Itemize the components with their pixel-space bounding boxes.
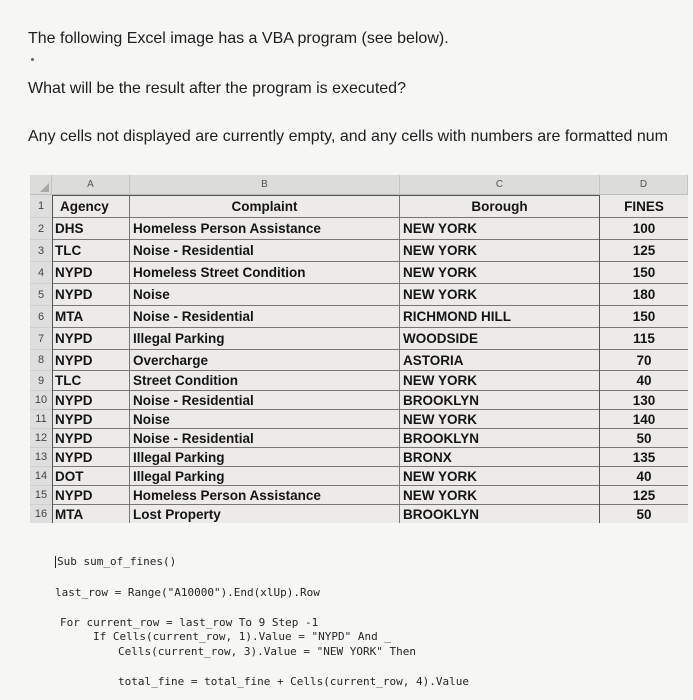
cell-borough: BRONX bbox=[400, 448, 600, 467]
code-line bbox=[55, 555, 176, 568]
cell-agency: NYPD bbox=[52, 486, 130, 505]
row-number: 11 bbox=[30, 410, 52, 429]
code-text: Sub sum_of_fines() bbox=[57, 555, 177, 568]
cell-complaint: Homeless Street Condition bbox=[130, 262, 400, 284]
cell-fines: 100 bbox=[600, 218, 688, 240]
cell-borough: BROOKLYN bbox=[400, 505, 600, 523]
code-text: If Cells(current_row, 1).Value = "NYPD" And _ bbox=[93, 630, 392, 643]
cell-complaint: Noise - Residential bbox=[130, 306, 400, 328]
row-number: 3 bbox=[30, 240, 52, 262]
cell-borough: RICHMOND HILL bbox=[400, 306, 600, 328]
cell-agency: NYPD bbox=[52, 284, 130, 306]
cell-borough: NEW YORK bbox=[400, 371, 600, 391]
cell-fines: 180 bbox=[600, 284, 688, 306]
row-number: 2 bbox=[30, 218, 52, 240]
header-cell-agency: Agency bbox=[52, 195, 130, 218]
cell-agency: NYPD bbox=[52, 429, 130, 448]
column-header-b: B bbox=[130, 175, 400, 195]
code-text: For current_row = last_row To 9 Step -1 bbox=[60, 616, 319, 629]
cell-borough: NEW YORK bbox=[400, 486, 600, 505]
cell-complaint: Lost Property bbox=[130, 505, 400, 523]
question-line-2: What will be the result after the program is executed? bbox=[28, 80, 406, 97]
cell-complaint: Noise bbox=[130, 410, 400, 429]
cell-fines: 150 bbox=[600, 306, 688, 328]
cell-agency: TLC bbox=[52, 371, 130, 391]
cell-fines: 115 bbox=[600, 328, 688, 350]
column-header-c: C bbox=[400, 175, 600, 195]
cell-borough: NEW YORK bbox=[400, 410, 600, 429]
cell-complaint: Street Condition bbox=[130, 371, 400, 391]
cell-complaint: Homeless Person Assistance bbox=[130, 486, 400, 505]
cell-complaint: Illegal Parking bbox=[130, 448, 400, 467]
cell-borough: NEW YORK bbox=[400, 284, 600, 306]
row-number: 5 bbox=[30, 284, 52, 306]
row-number: 10 bbox=[30, 391, 52, 410]
cell-borough: BROOKLYN bbox=[400, 391, 600, 410]
row-number: 4 bbox=[30, 262, 52, 284]
cell-agency: NYPD bbox=[52, 328, 130, 350]
row-number: 13 bbox=[30, 448, 52, 467]
cell-agency: NYPD bbox=[52, 350, 130, 371]
cell-borough: NEW YORK bbox=[400, 240, 600, 262]
cell-fines: 50 bbox=[600, 429, 688, 448]
row-number: 8 bbox=[30, 350, 52, 371]
cell-borough: WOODSIDE bbox=[400, 328, 600, 350]
code-line bbox=[118, 645, 416, 658]
text-cursor-icon bbox=[55, 556, 56, 568]
cell-complaint: Noise - Residential bbox=[130, 429, 400, 448]
cell-agency: DHS bbox=[52, 218, 130, 240]
question-line-3: Any cells not displayed are currently empty, and any cells with numbers are formatted num bbox=[28, 128, 668, 145]
cell-fines: 50 bbox=[600, 505, 688, 523]
code-text: Cells(current_row, 3).Value = "NEW YORK" Then bbox=[118, 645, 417, 658]
code-line bbox=[118, 675, 469, 688]
cell-fines: 125 bbox=[600, 486, 688, 505]
cell-fines: 135 bbox=[600, 448, 688, 467]
code-text: total_fine = total_fine + Cells(current_row, 4).Value bbox=[118, 675, 469, 688]
row-number: 16 bbox=[30, 505, 52, 523]
cell-complaint: Overcharge bbox=[130, 350, 400, 371]
cell-agency: MTA bbox=[52, 505, 130, 523]
cell-complaint: Noise - Residential bbox=[130, 391, 400, 410]
header-cell-borough: Borough bbox=[400, 195, 600, 218]
cell-agency: NYPD bbox=[52, 391, 130, 410]
row-number: 1 bbox=[30, 195, 52, 218]
cell-agency: MTA bbox=[52, 306, 130, 328]
cell-agency: NYPD bbox=[52, 448, 130, 467]
row-number: 7 bbox=[30, 328, 52, 350]
cell-fines: 140 bbox=[600, 410, 688, 429]
cell-agency: NYPD bbox=[52, 410, 130, 429]
cell-borough: BROOKLYN bbox=[400, 429, 600, 448]
row-number: 12 bbox=[30, 429, 52, 448]
code-line bbox=[55, 586, 320, 599]
cell-complaint: Illegal Parking bbox=[130, 467, 400, 486]
row-number: 15 bbox=[30, 486, 52, 505]
code-line bbox=[93, 630, 391, 643]
cell-fines: 130 bbox=[600, 391, 688, 410]
row-number: 14 bbox=[30, 467, 52, 486]
cell-borough: ASTORIA bbox=[400, 350, 600, 371]
question-line-1: The following Excel image has a VBA program (see below). bbox=[28, 30, 449, 47]
code-line bbox=[60, 616, 318, 629]
cell-complaint: Noise - Residential bbox=[130, 240, 400, 262]
cell-complaint: Homeless Person Assistance bbox=[130, 218, 400, 240]
cell-fines: 40 bbox=[600, 467, 688, 486]
cell-agency: NYPD bbox=[52, 262, 130, 284]
row-number: 6 bbox=[30, 306, 52, 328]
cell-complaint: Illegal Parking bbox=[130, 328, 400, 350]
cell-agency: DOT bbox=[52, 467, 130, 486]
column-header-d: D bbox=[600, 175, 688, 195]
cell-fines: 40 bbox=[600, 371, 688, 391]
header-cell-complaint: Complaint bbox=[130, 195, 400, 218]
cell-fines: 70 bbox=[600, 350, 688, 371]
cell-borough: NEW YORK bbox=[400, 218, 600, 240]
cell-fines: 125 bbox=[600, 240, 688, 262]
cell-fines: 150 bbox=[600, 262, 688, 284]
cell-borough: NEW YORK bbox=[400, 467, 600, 486]
column-header-a: A bbox=[52, 175, 130, 195]
cell-complaint: Noise bbox=[130, 284, 400, 306]
cell-borough: NEW YORK bbox=[400, 262, 600, 284]
row-number: 9 bbox=[30, 371, 52, 391]
code-text: last_row = Range("A10000").End(xlUp).Row bbox=[55, 586, 320, 599]
cell-agency: TLC bbox=[52, 240, 130, 262]
header-cell-fines: FINES bbox=[600, 195, 688, 218]
